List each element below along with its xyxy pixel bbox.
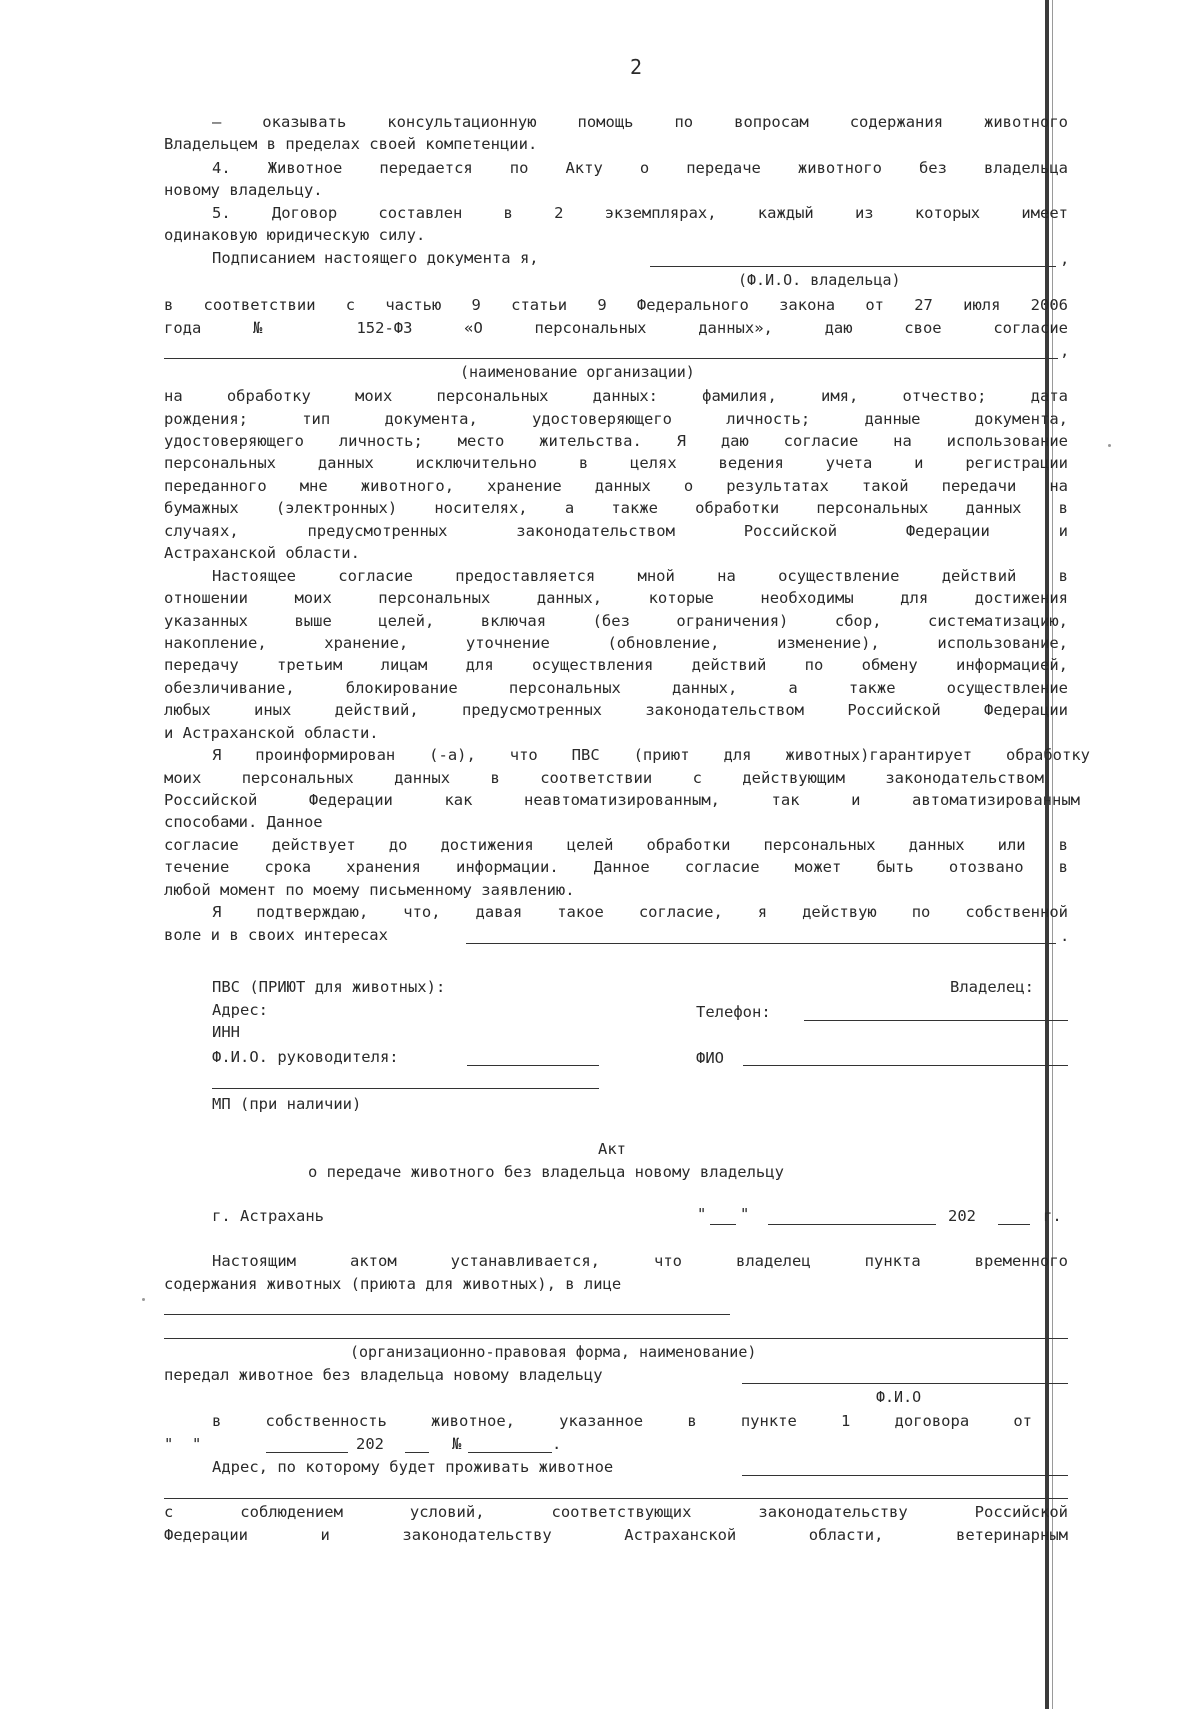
act-year: 202 (948, 1207, 976, 1225)
fill-line-representative[interactable] (164, 1314, 730, 1315)
clause-line: новому владельцу. (164, 181, 323, 199)
inn-label: ИНН (212, 1023, 240, 1041)
fill-line-contract-month[interactable] (266, 1452, 348, 1453)
caption-organization: (наименование организации) (460, 363, 695, 381)
scan-speck (142, 1298, 145, 1301)
fill-line-month[interactable] (768, 1224, 936, 1225)
act-year-suffix: г. (1043, 1207, 1062, 1225)
consent-p2-line: Настоящее согласие предоставляется мной на осуществление действий в (212, 567, 1068, 585)
act-subtitle: о передаче животного без владельца новому владельцу (308, 1163, 784, 1181)
date-quote-close: " (740, 1205, 750, 1223)
date-quote-open: " (697, 1205, 707, 1223)
caption-org-form: (организационно-правовая форма, наименование) (350, 1343, 757, 1361)
act-body-line: в собственность животное, указанное в пункте 1 договора от (212, 1412, 1032, 1430)
fill-line-contract-year[interactable] (405, 1452, 429, 1453)
consent-p1-line: рождения; тип документа, удостоверяющего личность; данные документа, (164, 410, 1068, 428)
consent-p3-line: Российской Федерации как неавтоматизированным, так и автоматизированным (164, 791, 1080, 809)
shelter-label: ПВС (ПРИЮТ для животных): (212, 978, 446, 996)
clause-line: – оказывать консультационную помощь по вопросам содержания животного (212, 113, 1068, 131)
fill-line-head-fio[interactable] (467, 1065, 599, 1066)
act-title: Акт (598, 1140, 626, 1158)
fill-line-day[interactable] (710, 1224, 736, 1225)
fill-line-organization[interactable] (164, 358, 1058, 359)
fill-line-contract-number[interactable] (468, 1452, 552, 1453)
consent-p2-line: передачу третьим лицам для осуществления действий по обмену информацией, (164, 656, 1068, 674)
consent-p1-line: персональных данных исключительно в целях ведения учета и регистрации (164, 454, 1068, 472)
consent-p1-line: Астраханской области. (164, 544, 360, 562)
fill-line-signature[interactable] (466, 943, 1056, 944)
fill-line-new-owner[interactable] (742, 1383, 1068, 1384)
consent-p2-line: и Астраханской области. (164, 724, 379, 742)
consent-p1-line: переданного мне животного, хранение данных о результатах такой передачи на (164, 477, 1068, 495)
fill-line-owner-fio[interactable] (650, 266, 1056, 267)
contract-number-sign: № (452, 1435, 462, 1453)
consent-p3-line: течение срока хранения информации. Данное согласие может быть отозвано в (164, 858, 1068, 876)
owner-label: Владелец: (950, 978, 1034, 996)
consent-p4-line: Я подтверждаю, что, давая такое согласие, я действую по собственной (212, 903, 1068, 921)
law-reference-line: в соответствии с частью 9 статьи 9 Федерального закона от 27 июля 2006 (164, 296, 1068, 314)
address-label: Адрес: (212, 1001, 268, 1019)
consent-p3-line: способами. Данное (164, 813, 323, 831)
fill-line-org-form[interactable] (164, 1338, 1068, 1339)
act-city: г. Астрахань (212, 1207, 324, 1225)
caption-new-owner-fio: Ф.И.О (876, 1388, 922, 1406)
fill-line-animal-address-2[interactable] (164, 1498, 1068, 1499)
fio-label: ФИО (696, 1049, 724, 1067)
law-reference-line: года № 152-ФЗ «О персональных данных», даю свое согласие (164, 319, 1068, 337)
consent-p3-line: согласие действует до достижения целей обработки персональных данных или в (164, 836, 1068, 854)
consent-p1-line: удостоверяющего личность; место жительства. Я даю согласие на использование (164, 432, 1068, 450)
contract-year: 202 (356, 1435, 384, 1453)
consent-intro: Подписанием настоящего документа я, (212, 249, 539, 267)
fill-line-phone[interactable] (804, 1020, 1068, 1021)
consent-p3-line: любой момент по моему письменному заявлению. (164, 881, 575, 899)
seal-label: МП (при наличии) (212, 1095, 362, 1113)
clause-4: 4. Животное передается по Акту о передаче животного без владельца (212, 159, 1068, 177)
act-body-line: с соблюдением условий, соответствующих законодательству Российской (164, 1503, 1068, 1521)
caption-owner-fio: (Ф.И.О. владельца) (738, 271, 901, 289)
fill-line-animal-address[interactable] (742, 1475, 1068, 1476)
consent-p2-line: любых иных действий, предусмотренных законодательством Российской Федерации (164, 701, 1068, 719)
consent-p1-line: случаях, предусмотренных законодательством Российской Федерации и (164, 522, 1068, 540)
fill-line-owner-fio-sign[interactable] (743, 1065, 1068, 1066)
act-body-line: содержания животных (приюта для животных), в лице (164, 1275, 622, 1293)
clause-line: Владельцем в пределах своей компетенции. (164, 135, 538, 153)
act-body-line: Федерации и законодательству Астраханской области, ветеринарным (164, 1526, 1068, 1544)
clause-line: одинаковую юридическую силу. (164, 226, 426, 244)
act-body-line: передал животное без владельца новому владельцу (164, 1366, 603, 1384)
consent-p4-line: воле и в своих интересах (164, 926, 388, 944)
fill-line-year[interactable] (998, 1224, 1030, 1225)
act-body-line: Настоящим актом устанавливается, что владелец пункта временного (212, 1252, 1068, 1270)
consent-p1-line: на обработку моих персональных данных: фамилия, имя, отчество; дата (164, 387, 1068, 405)
consent-p2-line: отношении моих персональных данных, которые необходимы для достижения (164, 589, 1068, 607)
head-fio-label: Ф.И.О. руководителя: (212, 1048, 399, 1066)
consent-p2-line: указанных выше целей, включая (без ограничения) сбор, систематизацию, (164, 612, 1068, 630)
document-page: 2 – оказывать консультационную помощь по вопросам содержания животного Владельцем в пределах своей компетенции. 4. Животное передается по Акту о передаче животного без владельца новому владельцу. 5. Договор составлен в 2 экземплярах, каждый из которых имеет одинаковую юридическую силу. Подписанием настоящего документа я, , (Ф.И.О. владельца) в соответствии с частью 9 статьи 9 Федерального закона от 27 июля 2006 года № 152-ФЗ «О персональных данных», даю свое согласие , (наименование организации) на обработку моих персональных данных: фамилия, имя, отчество; дата рождения; тип документа, удостоверяющего личность; данные документа, удостоверяющего личность; место жительства. Я даю согласие на использование персональных данных исключительно в целях ведения учета и регистрации переданного мне животного, хранение данных о результатах такой передачи на бумажных (электронных) носителях, а также обработки персональных данных в случаях, предусмотренных законодательством Российской Федерации и Астраханской области. Настоящее согласие предоставляется мной на осуществление действий в отношении моих персональных данных, которые необходимы для достижения указанных выше целей, включая (без ограничения) сбор, систематизацию, накопление, хранение, уточнение (обновление, изменение), использование, передачу третьим лицам для осуществления действий по обмену информацией, обезличивание, блокирование персональных данных, а также осуществление любых иных действий, предусмотренных законодательством Российской Федерации и Астраханской области. Я проинформирован (-а), что ПВС (приют для животных)гарантирует обработку моих персональных данных в соответствии с действующим законодательством Российской Федерации как неавтоматизированным, так и автоматизированным способами. Данное согласие действует до достижения целей обработки персональных данных или в течение срока хранения информации. Данное согласие может быть отозвано в любой момент по моему письменному заявлению. Я подтверждаю, что, давая такое согласие, я действую по собственной воле и в своих интересах . ПВС (ПРИЮТ для животных): Владелец: Адрес: Телефон: ИНН Ф.И.О. руководителя: ФИО МП (при наличии) Акт о передаче животного без владельца новому владельцу г. Астрахань " " 202 г. Настоящим актом устанавливается, что владелец пункта временного содержания животных (приюта для животных), в лице (организационно-правовая форма, наименование) передал животное без владельца новому владельцу Ф.И.О в собственность животное, указанное в пункте 1 договора от " " 202 № . Адрес, по которому будет проживать животное с соблюдением условий, соответствующих законодательству Российской Федерации и законодательству Астраханской области, ветеринарным (0, 0, 1200, 1709)
consent-p3-line: моих персональных данных в соответствии с действующим законодательством (164, 769, 1044, 787)
contract-date-quotes: " " (164, 1435, 202, 1453)
scan-speck (1108, 444, 1111, 447)
phone-label: Телефон: (696, 1003, 771, 1021)
act-address-label: Адрес, по которому будет проживать животное (212, 1458, 614, 1476)
consent-p3-line: Я проинформирован (-а), что ПВС (приют для животных)гарантирует обработку (212, 746, 1090, 764)
consent-p2-line: накопление, хранение, уточнение (обновление, изменение), использование, (164, 634, 1068, 652)
consent-p2-line: обезличивание, блокирование персональных данных, а также осуществление (164, 679, 1068, 697)
consent-p1-line: бумажных (электронных) носителях, а также обработки персональных данных в (164, 499, 1068, 517)
clause-5: 5. Договор составлен в 2 экземплярах, каждый из которых имеет (212, 204, 1068, 222)
page-number: 2 (630, 55, 643, 79)
fill-line-head-signature[interactable] (212, 1088, 599, 1089)
